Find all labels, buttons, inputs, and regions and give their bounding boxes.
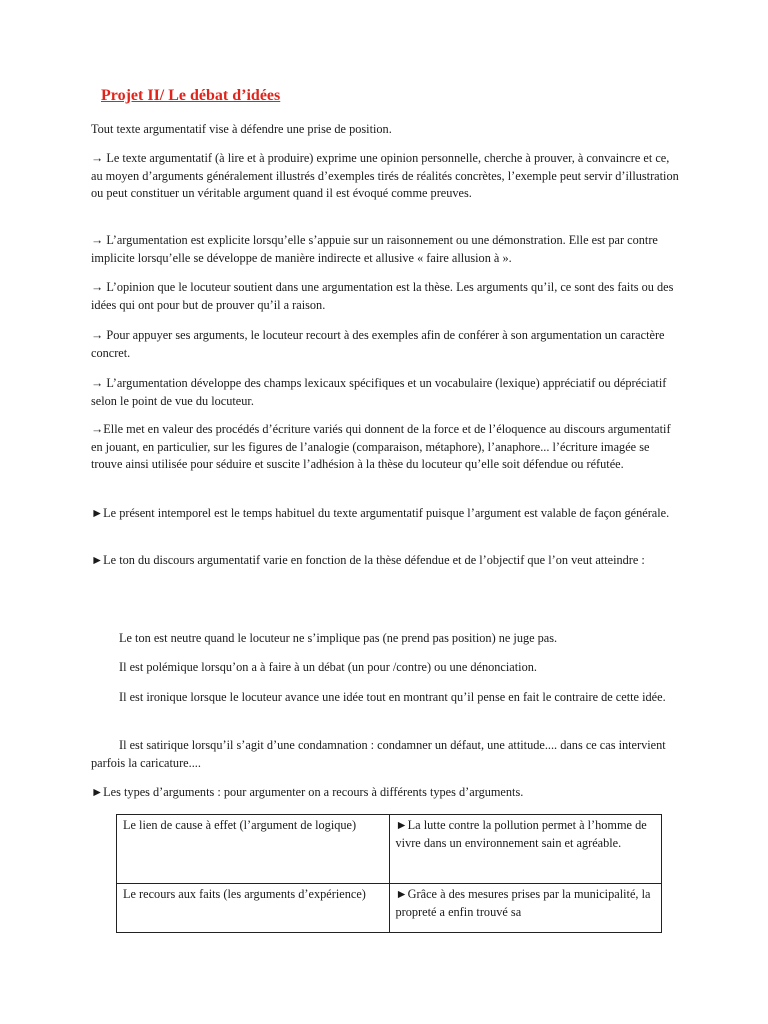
paragraph-champs-lexicaux: → L’argumentation développe des champs lexicaux spécifiques et un vocabulaire (lexique) appréciatif ou dépréciatif selon le point de vue du locuteur. — [91, 376, 667, 408]
paragraph-ton: ►Le ton du discours argumentatif varie en fonction de la thèse défendue et de l’objectif que l’on veut atteindre : — [91, 553, 645, 567]
bullet-item-ironique — [91, 689, 681, 707]
arguments-table — [116, 814, 662, 933]
page-title: Projet II/ Le débat d’idées — [101, 87, 281, 104]
bullet-item-satirique — [91, 737, 681, 772]
bullet-item-polemique — [91, 659, 681, 677]
paragraph-texte-argumentatif: → Le texte argumentatif (à lire et à produire) exprime une opinion personnelle, cherche à prouver, à convaincre et ce, au moyen d’arguments généralement illustrés d’exemples tirés de réalités concrètes, l’exemple peut servir d’illustration ou peut constituer un véritable argument quand il est évoqué comme preuves. — [91, 151, 679, 201]
paragraph-explicite-implicite: → L’argumentation est explicite lorsqu’elle s’appuie sur un raisonnement ou une démonstration. Elle est par contre implicite lorsqu’elle se développe de manière indirecte et allusive « faire allusion à ». — [91, 233, 658, 265]
paragraph-exemples: → Pour appuyer ses arguments, le locuteur recourt à des exemples afin de conférer à son argumentation un caractère concret. — [91, 328, 665, 360]
intro-paragraph: Tout texte argumentatif vise à défendre une prise de position. — [91, 122, 392, 136]
table-cell-example: ►Grâce à des mesures prises par la municipalité, la propreté a enfin trouvé sa — [389, 884, 662, 933]
bullet-text: Il est satirique lorsqu’il s’agit d’une condamnation : condamner un défaut, une attitude.... dans ce cas intervient parfois la caricature.... — [91, 738, 666, 770]
paragraph-present-intemporel: ►Le présent intemporel est le temps habituel du texte argumentatif puisque l’argument est valable de façon générale. — [91, 506, 670, 520]
table-row — [117, 815, 662, 884]
paragraph-types-arguments: ►Les types d’arguments : pour argumenter on a recours à différents types d’arguments. — [91, 785, 524, 799]
bullet-text: Il est ironique lorsque le locuteur avance une idée tout en montrant qu’il pense en fait le contraire de cette idée. — [119, 690, 666, 704]
bullet-text: Le ton est neutre quand le locuteur ne s’implique pas (ne prend pas position) ne juge pas. — [119, 631, 558, 645]
table-row — [117, 884, 662, 933]
bullet-text: Il est polémique lorsqu’on a à faire à un débat (un pour /contre) ou une dénonciation. — [119, 660, 537, 674]
table-cell-example: ►La lutte contre la pollution permet à l’homme de vivre dans un environnement sain et agréable. — [389, 815, 662, 884]
table-cell-type: Le recours aux faits (les arguments d’expérience) — [117, 884, 390, 933]
paragraph-procedes: →Elle met en valeur des procédés d’écriture variés qui donnent de la force et de l’éloquence au discours argumentatif en jouant, en particulier, sur les figures de l’analogie (comparaison, métaphore), l’anaphore... l’écriture imagée se trouve ainsi utilisée pour séduire et suscite l’adhésion à la thèse du locuteur qu’elle soit défendue ou réfutée. — [91, 422, 671, 472]
bullet-item-neutre — [91, 630, 681, 648]
paragraph-these: → L’opinion que le locuteur soutient dans une argumentation est la thèse. Les arguments qu’il, ce sont des faits ou des idées qui ont pour but de prouver qu’il a raison. — [91, 280, 674, 312]
table-cell-type: Le lien de cause à effet (l’argument de logique) — [117, 815, 390, 884]
